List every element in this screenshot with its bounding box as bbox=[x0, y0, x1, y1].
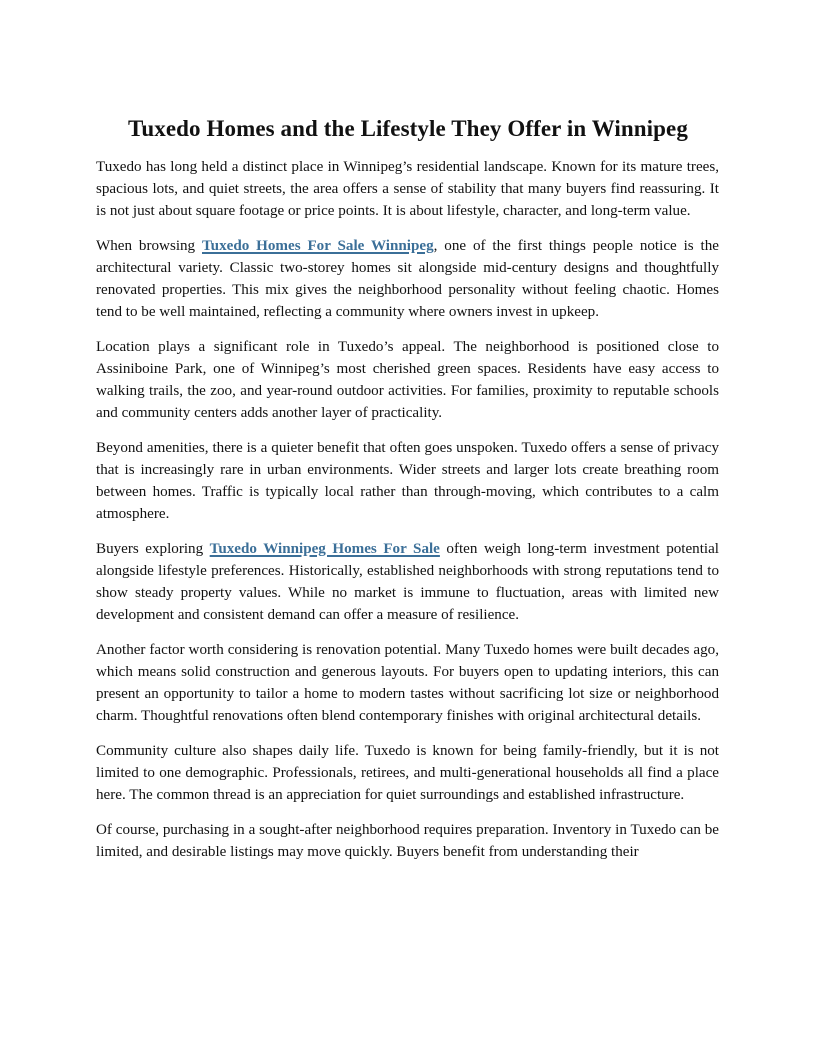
paragraph-privacy: Beyond amenities, there is a quieter benefit that often goes unspoken. Tuxedo offers a sense of privacy that is increasingly rare in urban environments. Wider streets and larger lots create breathing room between homes. Traffic is typically local rather than through-moving, which contributes to a calm atmosphere. bbox=[96, 440, 719, 522]
paragraph-location: Location plays a significant role in Tuxedo’s appeal. The neighborhood is positioned close to Assiniboine Park, one of Winnipeg’s most cherished green spaces. Residents have easy access to walking trails, the zoo, and year-round outdoor activities. For families, proximity to reputable schools and community centers adds another layer of practicality. bbox=[96, 339, 719, 421]
paragraph-preparation: Of course, purchasing in a sought-after neighborhood requires preparation. Inventory in Tuxedo can be limited, and desirable listings may move quickly. Buyers benefit from understanding their bbox=[96, 822, 719, 860]
paragraph-intro: Tuxedo has long held a distinct place in Winnipeg’s residential landscape. Known for its mature trees, spacious lots, and quiet streets, the area offers a sense of stability that many buyers find reassuring. It is not just about square footage or price points. It is about lifestyle, character, and long-term value. bbox=[96, 159, 719, 219]
tuxedo-homes-for-sale-winnipeg-link[interactable]: Tuxedo Homes For Sale Winnipeg bbox=[202, 238, 434, 254]
tuxedo-winnipeg-homes-for-sale-link[interactable]: Tuxedo Winnipeg Homes For Sale bbox=[209, 541, 440, 557]
paragraph-text: When browsing bbox=[96, 238, 202, 254]
paragraph-text: often weigh long-term investment potential alongside lifestyle preferences. Historically, established neighborhoods with strong reputations tend to show steady property values. While no market is immune to fluctuation, areas with limited new development and consistent demand can offer a measure of resilience. bbox=[96, 541, 720, 623]
document-title: Tuxedo Homes and the Lifestyle They Offer in Winnipeg bbox=[128, 116, 688, 141]
paragraph-text: Buyers exploring bbox=[96, 541, 210, 557]
paragraph-text: , one of the first things people notice is the architectural variety. Classic two-storey homes sit alongside mid-century designs and thoughtfully renovated properties. This mix gives the neighborhood personality without feeling chaotic. Homes tend to be well maintained, reflecting a community where owners invest in upkeep. bbox=[96, 238, 719, 320]
paragraph-buyers bbox=[96, 538, 719, 626]
paragraph-renovation: Another factor worth considering is renovation potential. Many Tuxedo homes were built decades ago, which means solid construction and generous layouts. For buyers open to updating interiors, this can present an opportunity to tailor a home to modern tastes without sacrificing lot size or neighborhood charm. Thoughtful renovations often blend contemporary finishes with original architectural details. bbox=[96, 642, 719, 724]
document-body bbox=[96, 156, 719, 876]
paragraph-browsing bbox=[96, 235, 719, 323]
paragraph-community: Community culture also shapes daily life. Tuxedo is known for being family-friendly, but it is not limited to one demographic. Professionals, retirees, and multi-generational households all find a place here. The common thread is an appreciation for quiet surroundings and established infrastructure. bbox=[96, 743, 719, 803]
